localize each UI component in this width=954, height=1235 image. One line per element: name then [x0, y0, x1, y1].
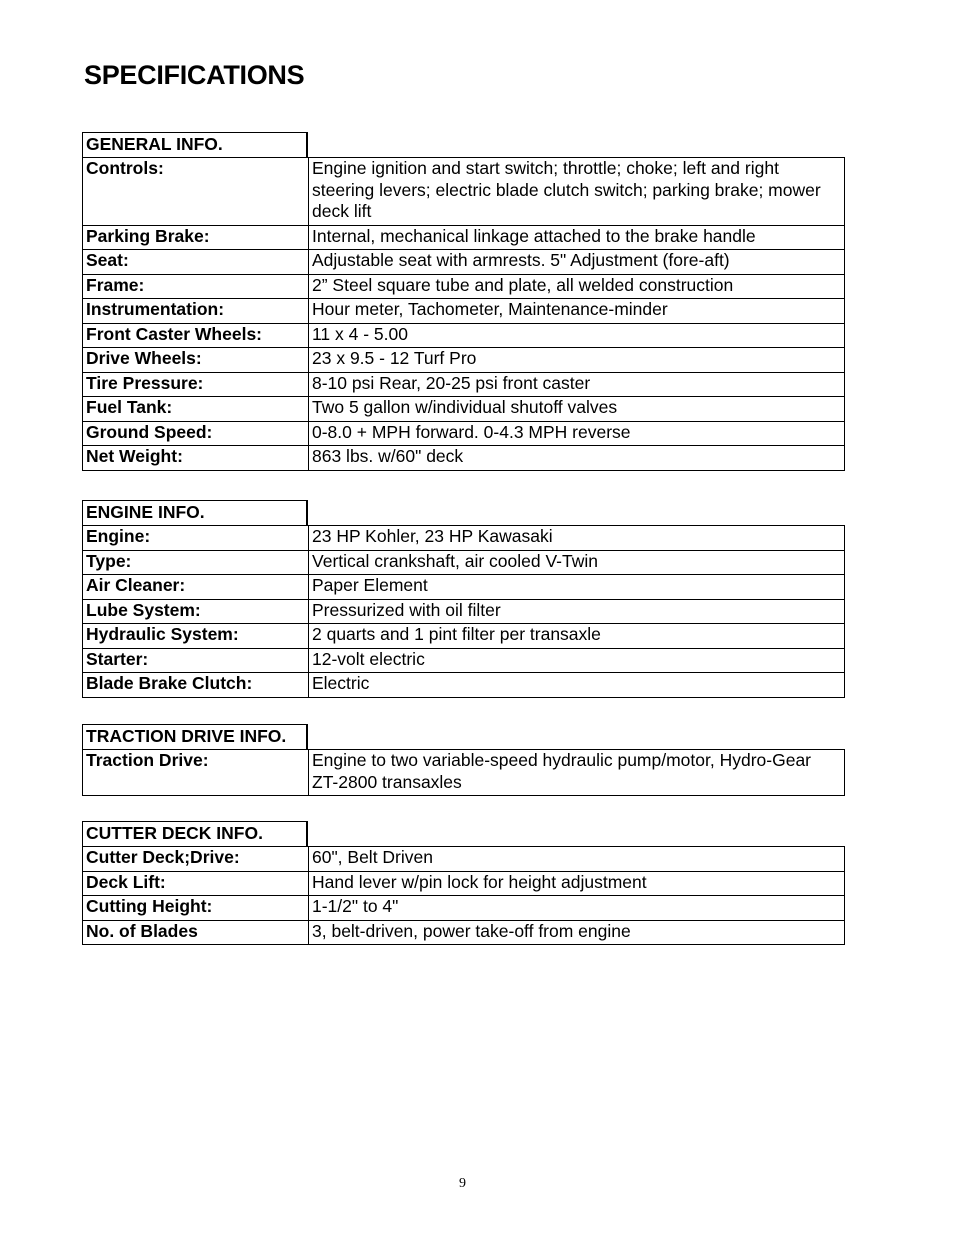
- table-row: [83, 446, 845, 471]
- spec-label: Seat:: [83, 250, 309, 275]
- spec-value: Internal, mechanical linkage attached to the brake handle: [309, 225, 845, 250]
- spec-value: Vertical crankshaft, air cooled V-Twin: [309, 550, 845, 575]
- traction-drive-info-section: [82, 724, 845, 796]
- table-row: [83, 397, 845, 422]
- spec-label: Controls:: [83, 158, 309, 226]
- table-row: [83, 920, 845, 945]
- spec-value: 1-1/2" to 4": [309, 896, 845, 921]
- spec-value: 2” Steel square tube and plate, all welded construction: [309, 274, 845, 299]
- spec-label: Deck Lift:: [83, 871, 309, 896]
- spec-value: Hour meter, Tachometer, Maintenance-minder: [309, 299, 845, 324]
- spec-label: Drive Wheels:: [83, 348, 309, 373]
- engine-info-table: [82, 525, 845, 698]
- spec-value: Electric: [309, 673, 845, 698]
- spec-value: 3, belt-driven, power take-off from engine: [309, 920, 845, 945]
- cutter-deck-info-section: [82, 821, 845, 945]
- spec-label: Blade Brake Clutch:: [83, 673, 309, 698]
- spec-value: 11 x 4 - 5.00: [309, 323, 845, 348]
- spec-label: Front Caster Wheels:: [83, 323, 309, 348]
- section-header-row: [82, 821, 845, 846]
- table-row: [83, 348, 845, 373]
- general-info-section: [82, 132, 845, 471]
- spec-label: Instrumentation:: [83, 299, 309, 324]
- spec-label: Type:: [83, 550, 309, 575]
- spec-label: Cutter Deck;Drive:: [83, 847, 309, 872]
- spec-label: Hydraulic System:: [83, 624, 309, 649]
- spec-value: Engine to two variable-speed hydraulic pump/motor, Hydro-Gear ZT-2800 transaxles: [309, 750, 845, 796]
- spec-label: No. of Blades: [83, 920, 309, 945]
- table-row: [83, 421, 845, 446]
- spec-value: Paper Element: [309, 575, 845, 600]
- section-header-row: [82, 500, 845, 525]
- table-row: [83, 624, 845, 649]
- section-header: ENGINE INFO.: [82, 500, 307, 525]
- spec-label: Parking Brake:: [83, 225, 309, 250]
- table-row: [83, 323, 845, 348]
- table-row: [83, 299, 845, 324]
- spec-value: Two 5 gallon w/individual shutoff valves: [309, 397, 845, 422]
- section-header: CUTTER DECK INFO.: [82, 821, 307, 846]
- spec-label: Starter:: [83, 648, 309, 673]
- cutter-deck-info-table: [82, 846, 845, 945]
- spec-value: 863 lbs. w/60" deck: [309, 446, 845, 471]
- spec-label: Ground Speed:: [83, 421, 309, 446]
- table-row: [83, 599, 845, 624]
- section-header: TRACTION DRIVE INFO.: [82, 724, 307, 749]
- spec-label: Net Weight:: [83, 446, 309, 471]
- page-number: 9: [459, 1176, 466, 1191]
- spec-value: Engine ignition and start switch; throttle; choke; left and right steering levers; electric blade clutch switch; parking brake; mower deck lift: [309, 158, 845, 226]
- section-header-row: [82, 724, 845, 749]
- table-row: [83, 750, 845, 796]
- table-row: [83, 250, 845, 275]
- spec-value: 12-volt electric: [309, 648, 845, 673]
- general-info-table: [82, 157, 845, 471]
- spec-value: 2 quarts and 1 pint filter per transaxle: [309, 624, 845, 649]
- table-row: [83, 648, 845, 673]
- table-row: [83, 372, 845, 397]
- spec-value: Hand lever w/pin lock for height adjustment: [309, 871, 845, 896]
- table-row: [83, 158, 845, 226]
- table-row: [83, 575, 845, 600]
- table-row: [83, 526, 845, 551]
- spec-value: Adjustable seat with armrests. 5" Adjustment (fore-aft): [309, 250, 845, 275]
- table-row: [83, 871, 845, 896]
- section-header-row: [82, 132, 845, 157]
- spec-label: Fuel Tank:: [83, 397, 309, 422]
- traction-drive-info-table: [82, 749, 845, 796]
- spec-value: 23 x 9.5 - 12 Turf Pro: [309, 348, 845, 373]
- table-row: [83, 896, 845, 921]
- spec-label: Air Cleaner:: [83, 575, 309, 600]
- spec-value: 60", Belt Driven: [309, 847, 845, 872]
- table-row: [83, 673, 845, 698]
- spec-label: Cutting Height:: [83, 896, 309, 921]
- spec-value: 23 HP Kohler, 23 HP Kawasaki: [309, 526, 845, 551]
- section-header: GENERAL INFO.: [82, 132, 307, 157]
- spec-label: Engine:: [83, 526, 309, 551]
- engine-info-section: [82, 500, 845, 698]
- table-row: [83, 225, 845, 250]
- page-title: SPECIFICATIONS: [84, 60, 305, 90]
- spec-label: Frame:: [83, 274, 309, 299]
- spec-label: Traction Drive:: [83, 750, 309, 796]
- spec-value: 8-10 psi Rear, 20-25 psi front caster: [309, 372, 845, 397]
- table-row: [83, 847, 845, 872]
- spec-label: Tire Pressure:: [83, 372, 309, 397]
- spec-value: Pressurized with oil filter: [309, 599, 845, 624]
- table-row: [83, 550, 845, 575]
- spec-label: Lube System:: [83, 599, 309, 624]
- table-row: [83, 274, 845, 299]
- spec-value: 0-8.0 + MPH forward. 0-4.3 MPH reverse: [309, 421, 845, 446]
